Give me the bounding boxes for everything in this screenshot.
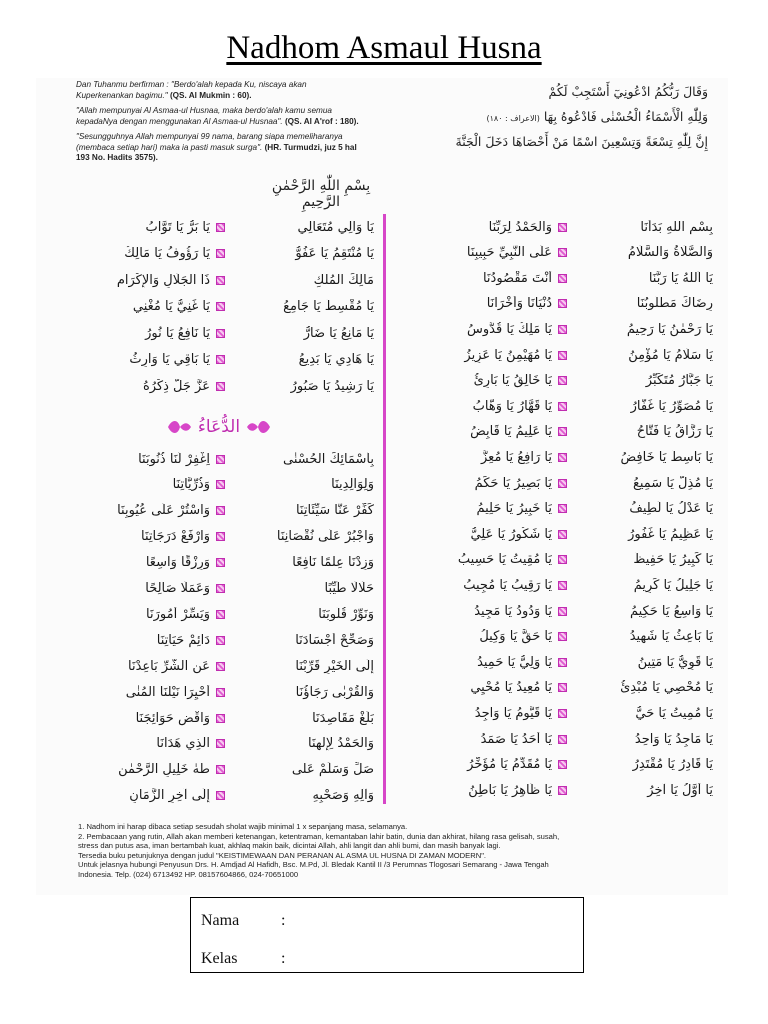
ornament-icon — [558, 223, 567, 232]
flourish-ornament-icon — [246, 418, 272, 436]
verse-second-half: طٰهٰ خَلِيلِ الرَّحْمٰنِ — [118, 762, 210, 778]
verse-row — [393, 291, 713, 317]
verse-second-half: يَا حَقُّ يَا وَكِيلُ — [479, 629, 552, 645]
verse-first-half: مَالِكَ الْمُلْكِ — [313, 272, 374, 288]
verse-row — [393, 240, 713, 266]
doa-heading — [144, 413, 294, 441]
verse-first-half: يَا مُنْتَقِمُ يَا عَفُوُّ — [295, 246, 374, 261]
ornament-icon — [216, 382, 225, 391]
verse-second-half: يَا أَحَدُ يَا صَمَدُ — [480, 731, 552, 747]
ornament-icon — [558, 530, 567, 539]
verse-row — [393, 649, 713, 675]
verse-row — [48, 783, 374, 809]
verse-row — [48, 294, 374, 320]
ornament-icon — [216, 455, 225, 464]
ornament-icon — [216, 584, 225, 593]
ornament-icon — [558, 453, 567, 462]
ornament-icon — [558, 299, 567, 308]
verse-row — [393, 752, 713, 778]
verse-first-half: وَزِدْنَا عِلْمًا نَافِعًا — [292, 555, 374, 571]
intro-arabic-ref: (الاعراف : ١٨٠) — [486, 114, 540, 123]
verse-second-half: وَارْفَعْ دَرَجَاتِنَا — [141, 529, 210, 545]
ornament-icon — [216, 276, 225, 285]
ornament-icon — [216, 532, 225, 541]
verse-row — [48, 601, 374, 627]
doa-title: الدُّعَاءُ — [197, 417, 241, 437]
verse-row — [48, 267, 374, 293]
verse-first-half: وَالْقُرْبٰى رَجَاؤُنَا — [295, 684, 374, 700]
verse-first-half: حَلَالًا طَيِّبًا — [324, 581, 374, 596]
name-colon: : — [281, 912, 286, 929]
verse-second-half: دَائِمْ حَيَاتِنَا — [156, 632, 210, 648]
verse-first-half: يَا عَدْلُ يَا لَطِيفُ — [629, 501, 713, 517]
verse-second-half: الَّذِي هَدَانَا — [156, 736, 210, 752]
verse-row — [393, 419, 713, 445]
ornament-icon — [216, 506, 225, 515]
notes — [78, 822, 718, 880]
verse-first-half: يَا جَبَّارُ مُتَكَبِّرُ — [645, 373, 713, 389]
verse-row — [48, 373, 374, 399]
ornament-icon — [558, 581, 567, 590]
verse-first-half: كَفِّرْ عَنَّا سَيِّئَاتِنَا — [295, 503, 374, 519]
verse-first-half: يَا أَوَّلُ يَا آخِرُ — [647, 782, 713, 798]
verse-first-half: يَا سَلَامُ يَا مُؤْمِنُ — [628, 347, 713, 363]
page-title: Nadhom Asmaul Husna — [226, 30, 542, 66]
ornament-icon — [558, 760, 567, 769]
verse-first-half: يَا بَاسِطُ يَا خَافِضُ — [620, 449, 713, 465]
verse-row — [48, 550, 374, 576]
verse-first-half: يَا كَبِيرُ يَا حَفِيظُ — [633, 552, 713, 568]
verse-first-half: يَا مُمِيتُ يَا حَيُّ — [635, 705, 713, 721]
name-line[interactable] — [201, 912, 285, 930]
ornament-icon — [558, 555, 567, 564]
ornament-icon — [216, 662, 225, 671]
verse-second-half: عَنِ الشَّرِّ بَاعِدْنَا — [128, 658, 210, 674]
intro-p1: Dan Tuhanmu berfirman : "Berdo'alah kepada Ku, niscaya akan Kuperkenankan bagimu." — [76, 80, 307, 100]
basmala: بِسْمِ اللّٰهِ الرَّحْمٰنِ الرَّحِيمِ — [271, 178, 371, 210]
verse-row — [393, 700, 713, 726]
verse-second-half: يَا خَبِيرُ يَا حَلِيمُ — [476, 501, 552, 517]
verse-first-half: وَاجْبُرْ عَلَى نُقْصَانِنَا — [276, 529, 374, 545]
verse-row — [48, 627, 374, 653]
verse-second-half: يَا قَيُّومُ يَا وَاجِدُ — [474, 705, 552, 721]
intro-p3: "Sesungguhnya Allah mempunyai 99 nama, barang siapa memeliharanya (membaca setiap hari) maka ia pasti masuk surga". — [76, 132, 343, 152]
class-label: Kelas — [201, 950, 238, 967]
verse-row — [48, 446, 374, 472]
note-line: Untuk jelasnya hubungi Penyusun Drs. H. Amdjad Al Hafidh, Bsc. M.Pd, Jl. Bledak Kantil II /3 Perumnas Tlogosari Semarang - Jawa Tengah — [78, 860, 549, 870]
name-label: Nama — [201, 912, 240, 929]
verse-first-half: بِسْمِ اللّٰهِ بَدَأْنَا — [640, 219, 713, 235]
verse-row — [48, 214, 374, 240]
verse-row — [48, 653, 374, 679]
ornament-icon — [558, 735, 567, 744]
ornament-icon — [216, 791, 225, 800]
note-line: 1. Nadhom ini harap dibaca setiap sesudah sholat wajib minimal 1 x sepanjang masa, selamanya. — [78, 822, 408, 831]
ornament-icon — [216, 739, 225, 748]
verse-second-half: وَرِزْقًا وَاسِعًا — [145, 555, 210, 571]
verse-first-half: وَآلِهِ وَصَحْبِهِ — [312, 788, 374, 804]
intro-p2-ref: (QS. Al A'rof : 180). — [284, 116, 359, 126]
verse-row — [393, 496, 713, 522]
ornament-icon — [216, 688, 225, 697]
ornament-icon — [558, 376, 567, 385]
verse-first-half: يَا رَحْمٰنُ يَا رَحِيمُ — [626, 321, 713, 337]
verse-first-half: وَلِوَالِدِينَا — [331, 477, 374, 493]
verse-first-half: يَا مَاجِدُ يَا وَاحِدُ — [634, 731, 713, 747]
verse-first-half: يَا اَللّٰهُ يَا رَبَّنَا — [648, 270, 713, 286]
ornament-icon — [558, 351, 567, 360]
verse-row — [393, 521, 713, 547]
left-column-doa — [48, 446, 374, 816]
verse-first-half: يَا وَالِي مُتَعَالِي — [297, 219, 374, 235]
verse-second-half: وَذُرِّيَّاتِنَا — [172, 477, 210, 493]
verse-first-half: بِأَسْمَائِكَ الْحُسْنٰى — [283, 451, 374, 467]
verse-first-half: وَنَوِّرْ قُلُوبَنَا — [318, 606, 374, 622]
verse-row — [48, 320, 374, 346]
verse-row — [48, 731, 374, 757]
verse-row — [48, 472, 374, 498]
note-line: stress dan putus asa, iman bertambah kuat, akhlaq makin baik, dicintai Allah, ahli langit dan ahli bumi, dan masih banyak lagi. — [78, 841, 501, 851]
verse-row — [393, 572, 713, 598]
class-colon: : — [281, 950, 286, 967]
verse-first-half: وَصَحِّحْ أَجْسَادَنَا — [295, 632, 374, 648]
intro-arabic-line: إِنَّ لِلّٰهِ تِسْعَةً وَتِسْعِينَ اسْمًا مَنْ أَحْصَاهَا دَخَلَ الْجَنَّةَ — [455, 134, 708, 149]
ornament-icon — [558, 479, 567, 488]
verse-first-half: يَا بَاعِثُ يَا شَهِيدُ — [629, 629, 713, 645]
verse-row — [393, 316, 713, 342]
verse-row — [393, 368, 713, 394]
verse-second-half: وَاقْضِ حَوَائِجَنَا — [135, 710, 210, 726]
verse-second-half: أَحْيِرَا نَيْلُنَا الْمُنٰى — [125, 684, 210, 700]
verse-first-half: يَا وَاسِعُ يَا حَكِيمُ — [629, 603, 713, 619]
verse-first-half: صَلِّ وَسَلِّمْ عَلٰى — [291, 762, 374, 778]
ornament-icon — [558, 709, 567, 718]
ornament-icon — [558, 786, 567, 795]
verse-second-half: يَا عَلِيمُ يَا قَابِضُ — [470, 424, 552, 440]
verse-row — [393, 393, 713, 419]
verse-first-half: يَا عَظِيمُ يَا غَفُورُ — [628, 526, 713, 542]
verse-second-half: يَا قَهَّارُ يَا وَهَّابُ — [472, 398, 552, 414]
verse-second-half: يَا خَالِقُ يَا بَارِئُ — [473, 373, 552, 389]
verse-second-half: وَالْحَمْدُ لِرَبِّنَا — [488, 219, 552, 235]
verse-row — [393, 675, 713, 701]
verse-row — [393, 726, 713, 752]
intro-arabic-text: وَلِلّٰهِ الْأَسْمَاءُ الْحُسْنٰى فَادْعُوهُ بِهَا — [543, 109, 708, 124]
verse-first-half: يَا مُصَوِّرُ يَا غَفَّارُ — [630, 398, 713, 414]
flourish-ornament-icon — [166, 418, 192, 436]
note-line: 2. Pembacaan yang rutin, Allah akan memberi ketenangan, ketentraman, kemantaban lahir batin, dunia dan akhirat, hilang rasa gelisah, susah, — [78, 831, 560, 841]
ornament-icon — [558, 325, 567, 334]
nadhom-sheet — [36, 78, 728, 895]
ornament-icon — [216, 329, 225, 338]
verse-first-half: إِلَى الْخَيْرِ قَرِّبْنَا — [295, 658, 374, 674]
verse-first-half: رِضَاكَ مَطْلُوبُنَا — [636, 296, 713, 312]
verse-first-half: يَا مُقْسِطُ يَا جَامِعُ — [283, 299, 374, 314]
ornament-icon — [558, 248, 567, 257]
ornament-icon — [216, 636, 225, 645]
verse-row — [48, 241, 374, 267]
verse-second-half: وَيَسِّرْ أُمُورَنَا — [146, 606, 210, 622]
verse-second-half: يَا وَدُودُ يَا مَجِيدُ — [474, 603, 552, 619]
ornament-icon — [558, 402, 567, 411]
verse-row — [393, 265, 713, 291]
ornament-icon — [558, 683, 567, 692]
ornament-icon — [216, 302, 225, 311]
verse-row — [48, 524, 374, 550]
verse-first-half: يَا مُذِلُّ يَا سَمِيعُ — [632, 475, 713, 491]
ornament-icon — [216, 223, 225, 232]
verse-row — [48, 679, 374, 705]
verse-second-half: يَا مُهَيْمِنُ يَا عَزِيزُ — [464, 347, 552, 363]
verse-second-half: اِغْفِرْ لَنَا ذُنُوبَنَا — [138, 451, 210, 467]
verse-first-half: يَا رَشِيدُ يَا صَبُورُ — [290, 378, 374, 394]
verse-second-half: يَا رَافِعُ يَا مُعِزُّ — [481, 449, 552, 465]
verse-second-half: وَعَمَلًا صَالِحًا — [145, 581, 210, 596]
intro-translation — [76, 80, 366, 169]
ornament-icon — [558, 274, 567, 283]
verse-row — [393, 547, 713, 573]
ornament-icon — [216, 765, 225, 774]
ornament-icon — [216, 249, 225, 258]
verse-first-half: وَالصَّلَاةُ وَالسَّلَامُ — [627, 245, 713, 261]
ornament-icon — [216, 714, 225, 723]
ornament-icon — [558, 427, 567, 436]
verse-second-half: إِلَى آخِرِ الزَّمَانِ — [129, 788, 210, 804]
verse-second-half: وَاسْتُرْ عَلَى عُيُوبِنَا — [117, 503, 210, 519]
verse-row — [393, 598, 713, 624]
verse-second-half: يَا رَؤُوفُ يَا مَالِكُ — [124, 246, 210, 261]
verse-second-half: أَنْتَ مَقْصُودُنَا — [482, 270, 552, 286]
verse-second-half: يَا بَاقِي يَا وَارِثُ — [129, 352, 210, 367]
ornament-icon — [216, 355, 225, 364]
left-column-names — [48, 214, 374, 404]
verse-row — [48, 347, 374, 373]
verse-row — [393, 342, 713, 368]
intro-arabic-line — [378, 109, 708, 134]
intro-p2: "Allah mempunyai Al Asmaa-ul Husnaa, maka berdo'alah kamu semua kepadaNya dengan menggunakan Al Asmaa-ul Husnaa". — [76, 106, 332, 126]
ornament-icon — [558, 658, 567, 667]
verse-first-half: يَا قَوِيُّ يَا مَتِينُ — [637, 654, 713, 670]
student-id-box — [190, 897, 584, 973]
verse-first-half: يَا مُحْصِي يَا مُبْدِئُ — [620, 680, 713, 696]
verse-row — [393, 777, 713, 803]
intro-arabic-line: وَقَالَ رَبُّكُمُ ادْعُونِيٓ أَسْتَجِبْ لَكُمْ — [548, 84, 708, 99]
ornament-icon — [216, 610, 225, 619]
verse-first-half: بَلِّغْ مَقَاصِدَنَا — [312, 710, 374, 726]
verse-row — [393, 444, 713, 470]
ornament-icon — [558, 504, 567, 513]
class-line[interactable] — [201, 950, 285, 968]
note-line: Tersedia buku petunjuknya dengan judul "KEISTIMEWAAN DAN PERANAN AL ASMA UL HUSNA DI ZAMAN MODERN". — [78, 850, 487, 860]
verse-row — [393, 214, 713, 240]
verse-first-half: يَا جَلِيلُ يَا كَرِيمُ — [633, 577, 713, 593]
note-line: Indonesia. Telp. (024) 6713492 HP. 08157604866, 024-70651000 — [78, 869, 299, 879]
verse-second-half: يَا ظَاهِرُ يَا بَاطِنُ — [468, 782, 552, 798]
verse-first-half: يَا مَانِعُ يَا ضَارُّ — [303, 325, 374, 341]
verse-second-half: يَا بَصِيرُ يَا حَكَمُ — [474, 475, 552, 491]
verse-row — [48, 576, 374, 602]
verse-second-half: يَا مُعِيدُ يَا مُحْيِي — [470, 680, 552, 696]
verse-second-half: يَا مُقَدِّمُ يَا مُؤَخِّرُ — [467, 757, 552, 773]
ornament-icon — [216, 558, 225, 567]
verse-row — [48, 705, 374, 731]
verse-row — [393, 624, 713, 650]
ornament-icon — [558, 607, 567, 616]
intro-arabic — [378, 84, 708, 159]
verse-row — [393, 470, 713, 496]
verse-second-half: يَا بَرُّ يَا تَوَّابُ — [145, 219, 210, 235]
verse-first-half: يَا هَادِي يَا بَدِيعُ — [298, 352, 374, 367]
ornament-icon — [216, 480, 225, 489]
verse-second-half: عَلَى النَّبِيِّ حَبِيبِنَا — [466, 245, 552, 261]
column-divider — [383, 214, 386, 804]
verse-second-half: عَزَّ جَلَّ ذِكْرُهُ — [142, 378, 210, 394]
verse-second-half: يَا مَلِكُ يَا قُدُّوسُ — [467, 321, 552, 337]
intro-p1-ref: (QS. Al Mukmin : 60). — [169, 90, 252, 100]
ornament-icon — [558, 632, 567, 641]
verse-row — [48, 498, 374, 524]
verse-second-half: يَا مُقِيتُ يَا حَسِيبُ — [457, 552, 552, 568]
intro-p3-ref: (HR. Turmudzi, juz 5 hal 193 No. Hadits 3575). — [76, 142, 357, 162]
verse-second-half: يَا غَنِيُّ يَا مُغْنِي — [132, 299, 210, 314]
right-column — [393, 214, 713, 814]
verse-second-half: ذَا الْجَلَالِ وَالْإِكْرَامِ — [116, 272, 210, 288]
verse-second-half: يَا وَلِيُّ يَا حَمِيدُ — [477, 654, 552, 670]
verse-second-half: دُنْيَانَا وَأُخْرَانَا — [486, 296, 552, 312]
verse-first-half: وَالْحَمْدُ لِإِلٰهِنَا — [308, 736, 374, 752]
verse-first-half: يَا رَزَّاقُ يَا فَتَّاحُ — [636, 424, 713, 440]
verse-second-half: يَا رَقِيبُ يَا مُجِيبُ — [463, 577, 552, 593]
verse-row — [48, 757, 374, 783]
verse-second-half: يَا نَافِعُ يَا نُورُ — [145, 325, 210, 341]
verse-first-half: يَا قَادِرُ يَا مُقْتَدِرُ — [632, 757, 713, 773]
verse-second-half: يَا شَكُورُ يَا عَلِيُّ — [470, 526, 552, 542]
